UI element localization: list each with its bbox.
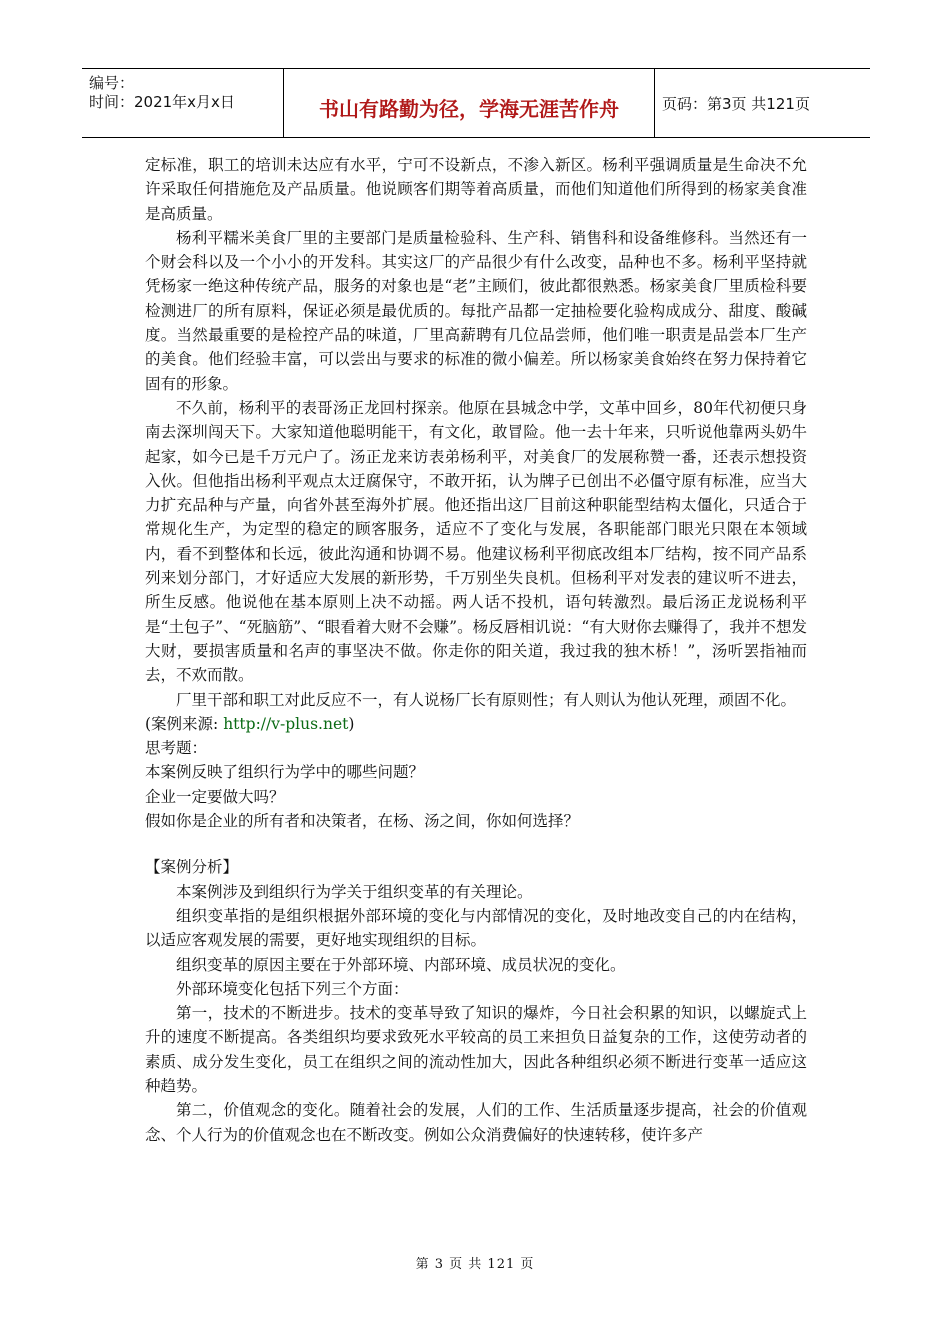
document-date: 时间：2021年x月x日: [89, 93, 235, 111]
case-source: [145, 712, 807, 736]
analysis-title: 【案例分析】: [145, 858, 239, 877]
analysis-paragraph: 第二，价值观念的变化。随着社会的发展，人们的工作、生活质量逐步提高，社会的价值观念、个人行为的价值观念也在不断改变。例如公众消费偏好的快速转移，使许多产: [145, 1101, 807, 1144]
page-footer: 第 3 页 共 121 页: [415, 1257, 535, 1272]
header-page-info: 页码：第3页 共121页: [662, 95, 810, 113]
document-body: [145, 153, 807, 1147]
header-meta-cell: [82, 69, 284, 137]
body-paragraph: 定标准，职工的培训未达应有水平，宁可不设新点，不渗入新区。杨利平强调质量是生命决不允许采取任何措施危及产品质量。他说顾客们期等着高质量，而他们知道他们所得到的杨家美食准是高质量。: [145, 156, 807, 223]
question-item: 企业一定要做大吗？: [145, 787, 285, 806]
case-source-suffix: ): [348, 714, 355, 733]
question-item: 假如你是企业的所有者和决策者，在杨、汤之间，你如何选择？: [145, 812, 580, 831]
analysis-paragraph: 外部环境变化包括下列三个方面：: [176, 979, 409, 998]
analysis-paragraph: 组织变革指的是组织根据外部环境的变化与内部情况的变化，及时地改变自己的内在结构，以适应客观发展的需要，更好地实现组织的目标。: [145, 906, 807, 950]
header-page-cell: [655, 69, 870, 137]
case-source-prefix: (案例来源:: [145, 714, 224, 733]
body-paragraph: 不久前，杨利平的表哥汤正龙回村探亲。他原在县城念中学，文革中回乡，80年代初便只身南去深圳闯天下。大家知道他聪明能干，有文化，敢冒险。他一去十年来，只听说他靠两头奶牛起家，如今已是千万元户了。汤正龙来访表弟杨利平，对美食厂的发展称赞一番，还表示想投资入伙。但他指出杨利平观点太迂腐保守，不敢开拓，认为牌子已创出不必僵守原有标准，应当大力扩充品种与产量，向省外甚至海外扩展。他还指出这厂目前这种职能型结构太僵化，只适合于常规化生产，为定型的稳定的顾客服务，适应不了变化与发展，各职能部门眼光只限在本领域内，看不到整体和长远，彼此沟通和协调不易。他建议杨利平彻底改组本厂结构，按不同产品系列来划分部门，才好适应大发展的新形势，千万别坐失良机。但杨利平对发表的建议听不进去，所生反感。他说他在基本原则上决不动摇。两人话不投机，语句转激烈。最后汤正龙说杨利平是“土包子”、“死脑筋”、“眼看着大财不会赚”。杨反唇相讥说：“有大财你去赚得了，我并不想发大财，要损害质量和名声的事坚决不做。你走你的阳关道，我过我的独木桥！”，汤听罢指袖而去，不欢而散。: [145, 398, 807, 685]
document-number-label: 编号：: [89, 74, 135, 92]
question-item: 本案例反映了组织行为学中的哪些问题？: [145, 763, 425, 782]
body-paragraph: 杨利平糯米美食厂里的主要部门是质量检验科、生产科、销售科和设备维修科。当然还有一个财会科以及一个小小的开发科。其实这厂的产品很少有什么改变，品种也不多。杨利平坚持就凭杨家一绝这种传统产品，服务的对象也是“老”主顾们，彼此都很熟悉。杨家美食厂里质检科要检测进厂的所有原料，保证必须是最优质的。每批产品都一定抽检要化验构成成分、甜度、酸碱度。当然最重要的是检控产品的味道，厂里高薪聘有几位品尝师，他们唯一职责是品尝本厂生产的美食。他们经验丰富，可以尝出与要求的标准的微小偏差。所以杨家美食始终在努力保持着它固有的形象。: [145, 228, 807, 393]
questions-title: 思考题：: [145, 739, 208, 758]
header-motto-cell: [284, 69, 655, 137]
analysis-paragraph: 第一，技术的不断进步。技术的变革导致了知识的爆炸，今日社会积累的知识，以螺旋式上升的速度不断提高。各类组织均要求致死水平较高的员工来担负日益复杂的工作，这使劳动者的素质、成分发生变化，员工在组织之间的流动性加大，因此各种组织必须不断进行变革一适应这种趋势。: [145, 1004, 807, 1095]
page-header: [82, 68, 870, 138]
body-paragraph: 厂里干部和职工对此反应不一，有人说杨厂长有原则性；有人则认为他认死理，顽固不化。: [176, 690, 797, 709]
header-motto: 书山有路勤为径，学海无涯苦作舟: [319, 97, 619, 121]
analysis-paragraph: 本案例涉及到组织行为学关于组织变革的有关理论。: [176, 882, 533, 901]
analysis-paragraph: 组织变革的原因主要在于外部环境、内部环境、成员状况的变化。: [176, 955, 626, 974]
case-source-link[interactable]: http://v-plus.net: [223, 714, 349, 733]
